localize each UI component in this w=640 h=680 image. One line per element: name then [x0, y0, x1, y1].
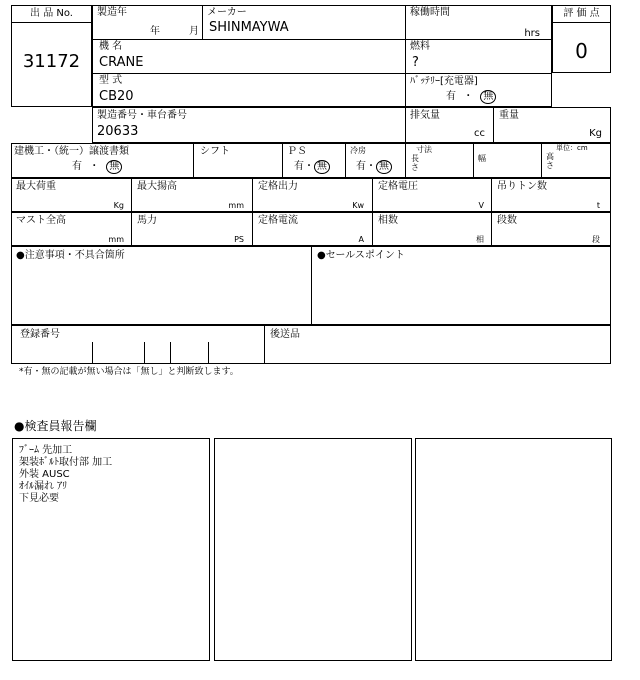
- cooling-label: 冷房: [350, 146, 366, 155]
- shift-label: シフト: [200, 146, 230, 157]
- lot-number-label: 出 品 No.: [30, 8, 73, 19]
- spec-phases-unit: 相: [476, 235, 484, 244]
- inspector-line-5: 下見必要: [19, 493, 59, 504]
- transfer-doc-label: 建機工・（統一）譲渡書類: [14, 146, 129, 157]
- manufacture-year-label: 製造年: [97, 7, 127, 18]
- ps-yes-no: [294, 160, 330, 174]
- ps-yes: 有: [294, 161, 304, 172]
- ps-label: ＰＳ: [287, 146, 307, 157]
- inspector-column-3: [415, 438, 612, 661]
- cooling-separator: ・: [366, 161, 376, 172]
- model-name-value: CRANE: [99, 55, 144, 70]
- rating-label: 評 価 点: [563, 8, 600, 19]
- model-name-label: 機 名: [99, 41, 123, 52]
- footnote: *有・無の記載が無い場合は「無し」と判断致します。: [19, 367, 239, 377]
- spec-mast-height-label: マスト全高: [16, 215, 66, 226]
- cooling-yes-no: [356, 160, 392, 174]
- cooling-yes: 有: [356, 161, 366, 172]
- spec-max-load-unit: Kg: [113, 201, 124, 210]
- inspector-column-2: [214, 438, 412, 661]
- transfer-doc-yes: 有: [72, 161, 82, 172]
- hours-unit: hrs: [524, 28, 540, 39]
- battery-yes-no: [446, 90, 496, 104]
- lot-number-value: 31172: [22, 51, 81, 72]
- sales-points-label: ●セールスポイント: [317, 250, 405, 261]
- spec-stages-unit: 段: [592, 235, 600, 244]
- inspector-report-title: ●検査員報告欄: [14, 419, 97, 433]
- spec-max-load-label: 最大荷重: [16, 181, 56, 192]
- serial-label: 製造番号・車台番号: [97, 110, 187, 121]
- spec-lift-tons-unit: t: [596, 201, 600, 210]
- battery-no-circled: 無: [480, 90, 496, 104]
- spec-mast-height-unit: mm: [108, 235, 124, 244]
- serial-value: 20633: [97, 124, 139, 139]
- transfer-doc-no-circled: 無: [106, 160, 122, 174]
- spec-max-lift-unit: mm: [228, 201, 244, 210]
- spec-rated-voltage-unit: V: [478, 201, 484, 210]
- transfer-doc-separator: ・: [89, 161, 100, 172]
- rating-value: 0: [575, 39, 588, 63]
- spec-rated-output-unit: Kw: [352, 201, 364, 210]
- battery-separator: ・: [463, 91, 474, 102]
- spec-horsepower-label: 馬力: [137, 215, 157, 226]
- month-unit: 月: [189, 26, 199, 37]
- spec-rated-current-unit: A: [358, 235, 364, 244]
- ps-no-circled: 無: [314, 160, 330, 174]
- inspector-line-4: ｵｲﾙ漏れ ｱﾘ: [19, 481, 68, 492]
- battery-yes: 有: [446, 91, 456, 102]
- notes-label: ●注意事項・不具合箇所: [16, 250, 125, 261]
- spec-max-lift-label: 最大揚高: [137, 181, 177, 192]
- model-type-value: CB20: [99, 89, 134, 104]
- spec-horsepower-unit: PS: [234, 235, 244, 244]
- spec-stages-label: 段数: [497, 215, 517, 226]
- dimensions-width: 幅: [478, 154, 486, 163]
- inspector-line-1: ﾌﾞｰﾑ 先加工: [19, 445, 73, 456]
- spec-lift-tons-label: 吊りトン数: [497, 181, 547, 192]
- spec-rated-current-label: 定格電流: [258, 215, 298, 226]
- spec-rated-output-label: 定格出力: [258, 181, 298, 192]
- displacement-unit: cc: [474, 128, 485, 139]
- dimensions-unit-note: 単位：cm: [556, 144, 588, 152]
- inspector-line-3: 外装 AUSC: [19, 469, 70, 480]
- maker-value: SHINMAYWA: [209, 20, 289, 35]
- registration-box: [11, 325, 611, 364]
- dimensions-length: 長さ: [411, 154, 419, 172]
- transfer-doc-yes-no: [72, 160, 122, 174]
- post-shipment-label: 後送品: [270, 329, 300, 340]
- inspector-line-2: 架装ﾎﾞﾙﾄ取付部 加工: [19, 457, 113, 468]
- ps-separator: ・: [304, 161, 314, 172]
- spec-phases-label: 相数: [378, 215, 398, 226]
- weight-unit: Kg: [589, 128, 602, 139]
- hours-label: 稼働時間: [410, 7, 450, 18]
- model-type-label: 型 式: [99, 75, 123, 86]
- cooling-no-circled: 無: [376, 160, 392, 174]
- fuel-label: 燃料: [410, 41, 430, 52]
- fuel-value: ?: [412, 55, 419, 70]
- registration-label: 登録番号: [20, 329, 60, 340]
- year-unit: 年: [150, 26, 160, 37]
- spec-rated-voltage-label: 定格電圧: [378, 181, 418, 192]
- battery-label: ﾊﾞｯﾃﾘｰ[充電器]: [410, 76, 478, 87]
- dimensions-label: 寸法: [416, 145, 432, 154]
- dimensions-height: 高さ: [546, 152, 554, 170]
- weight-label: 重量: [499, 110, 519, 121]
- displacement-label: 排気量: [410, 110, 440, 121]
- maker-label: メーカー: [207, 7, 247, 18]
